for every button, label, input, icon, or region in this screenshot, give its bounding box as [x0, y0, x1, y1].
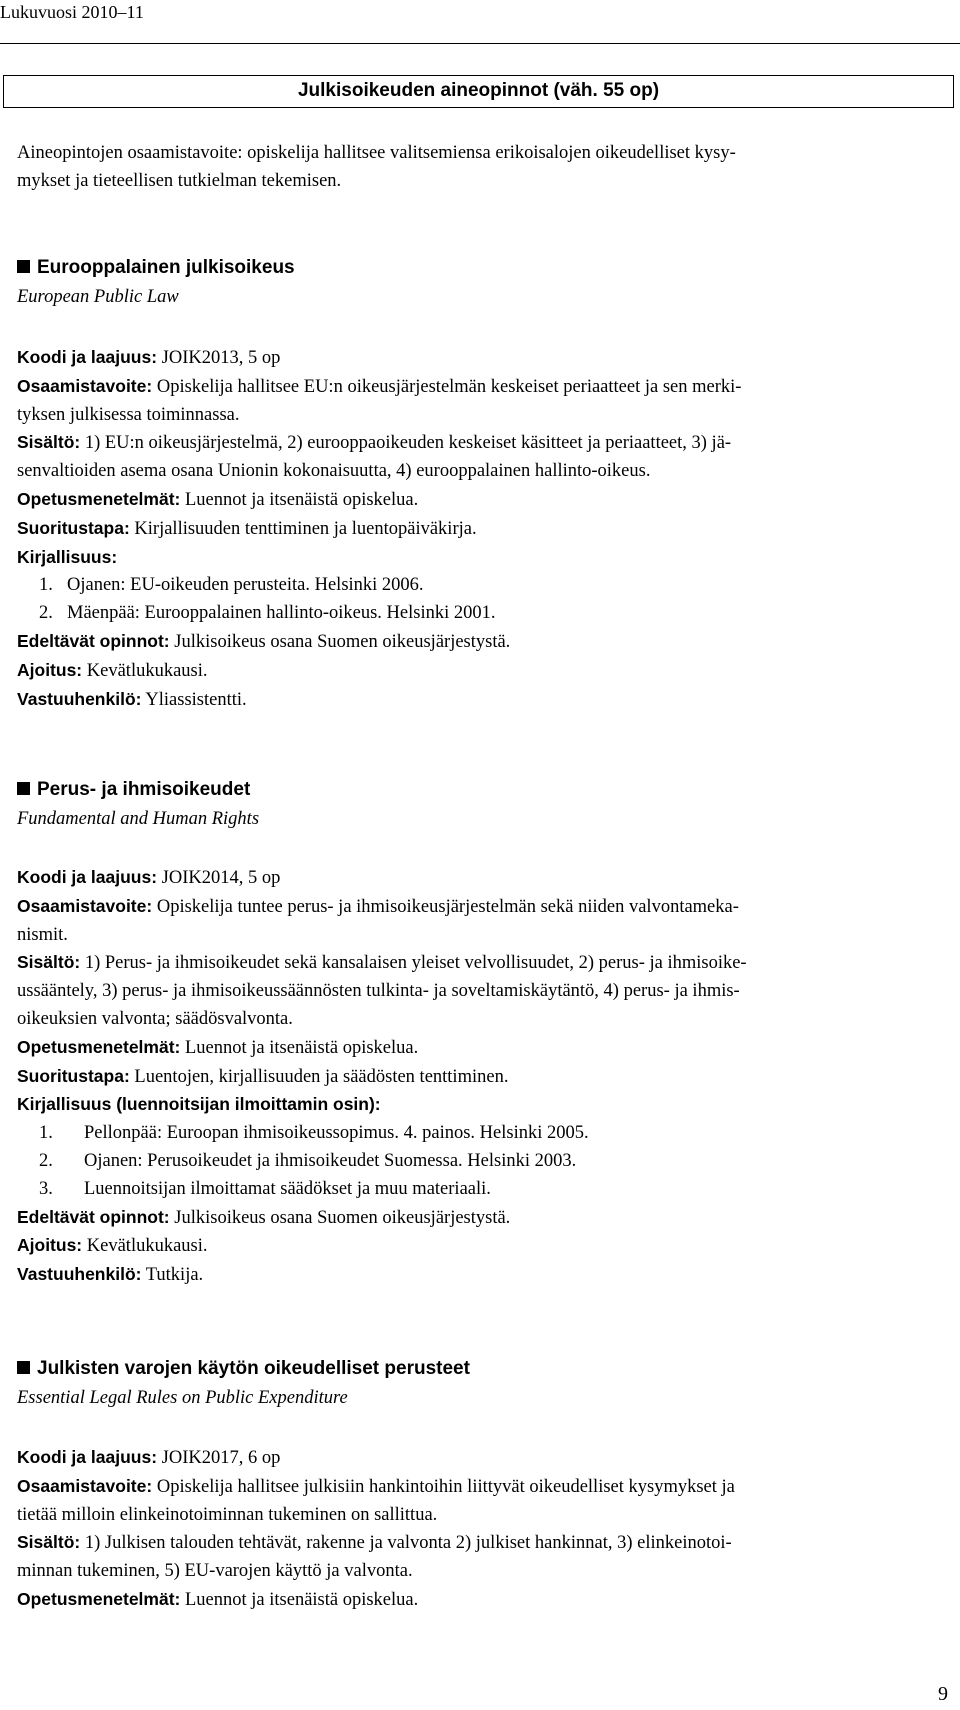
body-line [17, 544, 931, 573]
literature-item [17, 600, 931, 628]
field-text: Opiskelija hallitsee julkisiin hankintoihin liittyvät oikeudelliset kysymykset ja [152, 1476, 735, 1497]
section-title: Eurooppalainen julkisoikeus [17, 256, 295, 280]
body-line [17, 1473, 931, 1502]
section-subtitle: Fundamental and Human Rights [17, 809, 260, 829]
body-line [17, 402, 931, 430]
body-line [17, 1232, 931, 1261]
body-line [17, 373, 931, 402]
field-text: Luennot ja itsenäistä opiskelua. [180, 1037, 419, 1058]
field-label: Ajoitus: [17, 1235, 83, 1256]
field-text: tyksen julkisessa toiminnassa. [17, 404, 240, 425]
body-line [17, 1006, 931, 1034]
header-rule [0, 43, 960, 44]
body-line [17, 864, 931, 893]
field-label: Sisältö: [17, 952, 81, 973]
body-line [17, 1529, 931, 1558]
field-text: 1) EU:n oikeusjärjestelmä, 2) eurooppaoikeuden keskeiset käsitteet ja periaatteet, 3) jä- [80, 433, 732, 454]
field-text: Luentojen, kirjallisuuden ja säädösten tenttiminen. [129, 1066, 509, 1087]
field-text: Luennot ja itsenäistä opiskelua. [180, 1589, 419, 1610]
running-header: Lukuvuosi 2010–11 [0, 2, 144, 22]
field-text: Kevätlukukausi. [82, 660, 208, 681]
item-number: 2. [39, 1150, 53, 1171]
field-text: nismit. [17, 924, 68, 945]
field-text: Kevätlukukausi. [82, 1236, 208, 1257]
field-label: Osaamistavoite: [17, 1475, 153, 1496]
literature-item [17, 572, 931, 600]
field-label: Edeltävät opinnot: [17, 630, 170, 651]
item-text: Luennoitsijan ilmoittamat säädökset ja muu materiaali. [84, 1178, 491, 1199]
section-body [17, 1444, 931, 1615]
body-line [17, 978, 931, 1006]
body-line [17, 429, 931, 458]
field-label: Osaamistavoite: [17, 895, 153, 916]
field-text: 1) Julkisen talouden tehtävät, rakenne ja valvonta 2) julkiset hankinnat, 3) elinkeinotoi- [80, 1533, 732, 1554]
section-subtitle: Essential Legal Rules on Public Expenditure [17, 1388, 348, 1408]
intro-line: Aineopintojen osaamistavoite: opiskelija hallitsee valitsemiensa erikoisalojen oikeudelliset kysy- [17, 143, 736, 163]
body-line [17, 1444, 931, 1473]
item-number: 2. [39, 603, 53, 624]
field-label: Sisältö: [17, 432, 81, 453]
body-line [17, 344, 931, 373]
field-label: Vastuuhenkilö: [17, 688, 142, 709]
item-number: 1. [39, 575, 53, 596]
field-text: Yliassistentti. [141, 689, 247, 710]
body-line [17, 1034, 931, 1063]
field-label: Opetusmenetelmät: [17, 1588, 181, 1609]
page-title: Julkisoikeuden aineopinnot (väh. 55 op) [3, 75, 954, 108]
item-number: 3. [39, 1178, 53, 1199]
field-label: Koodi ja laajuus: [17, 347, 158, 367]
body-line [17, 686, 931, 715]
body-line [17, 657, 931, 686]
field-label: Kirjallisuus (luennoitsijan ilmoittamin osin): [17, 1094, 381, 1115]
body-line [17, 458, 931, 486]
field-label: Suoritustapa: [17, 517, 130, 538]
section-subtitle: European Public Law [17, 287, 179, 307]
square-bullet-icon [17, 260, 30, 273]
field-text: Kirjallisuuden tenttiminen ja luentopäiväkirja. [129, 518, 477, 539]
section-title: Julkisten varojen käytön oikeudelliset perusteet [17, 1357, 470, 1381]
body-line [17, 1558, 931, 1586]
field-label: Koodi ja laajuus: [17, 867, 158, 887]
item-text: Pellonpää: Euroopan ihmisoikeussopimus. 4. painos. Helsinki 2005. [84, 1123, 589, 1144]
item-text: Mäenpää: Eurooppalainen hallinto-oikeus. Helsinki 2001. [67, 603, 496, 624]
field-text: Tutkija. [141, 1265, 204, 1286]
body-line [17, 1063, 931, 1092]
body-line [17, 949, 931, 978]
field-label: Opetusmenetelmät: [17, 1036, 181, 1057]
item-text: Ojanen: EU-oikeuden perusteita. Helsinki 2006. [67, 575, 424, 596]
field-text: 1) Perus- ja ihmisoikeudet sekä kansalaisen yleiset velvollisuudet, 2) perus- ja ihmisoike- [80, 953, 747, 974]
intro-paragraph [17, 140, 927, 195]
field-label: Koodi ja laajuus: [17, 1447, 158, 1467]
field-text: minnan tukeminen, 5) EU-varojen käyttö ja valvonta. [17, 1561, 413, 1582]
field-text: JOIK2017, 6 op [157, 1448, 281, 1468]
body-line [17, 1204, 931, 1233]
body-line [17, 1586, 931, 1615]
body-line [17, 486, 931, 515]
square-bullet-icon [17, 1361, 30, 1374]
field-text: Julkisoikeus osana Suomen oikeusjärjestystä. [169, 1207, 511, 1228]
item-text: Ojanen: Perusoikeudet ja ihmisoikeudet Suomessa. Helsinki 2003. [84, 1150, 577, 1171]
field-label: Suoritustapa: [17, 1065, 130, 1086]
body-line [17, 893, 931, 922]
field-text: ussääntely, 3) perus- ja ihmisoikeussäännösten tulkinta- ja soveltamiskäytäntö, 4) perus- ja ihmis- [17, 981, 740, 1002]
field-label: Kirjallisuus: [17, 546, 118, 567]
field-text: Julkisoikeus osana Suomen oikeusjärjestystä. [169, 631, 511, 652]
literature-item [17, 1148, 931, 1176]
field-text: Opiskelija hallitsee EU:n oikeusjärjestelmän keskeiset periaatteet ja sen merki- [152, 376, 742, 397]
body-line [17, 628, 931, 657]
field-label: Osaamistavoite: [17, 375, 153, 396]
field-text: Opiskelija tuntee perus- ja ihmisoikeusjärjestelmän sekä niiden valvontameka- [152, 896, 739, 917]
field-text: Luennot ja itsenäistä opiskelua. [180, 489, 419, 510]
field-text: senvaltioiden asema osana Unionin kokonaisuutta, 4) eurooppalainen hallinto-oikeus. [17, 461, 651, 482]
field-text: JOIK2013, 5 op [157, 348, 281, 368]
field-label: Vastuuhenkilö: [17, 1264, 142, 1285]
section-body [17, 864, 931, 1290]
body-line [17, 515, 931, 544]
body-line [17, 1261, 931, 1290]
item-number: 1. [39, 1123, 53, 1144]
field-text: JOIK2014, 5 op [157, 868, 281, 888]
body-line [17, 1091, 931, 1120]
body-line [17, 1502, 931, 1530]
field-label: Sisältö: [17, 1532, 81, 1553]
literature-item [17, 1120, 931, 1148]
square-bullet-icon [17, 782, 30, 795]
field-label: Opetusmenetelmät: [17, 488, 181, 509]
body-line [17, 922, 931, 950]
section-title: Perus- ja ihmisoikeudet [17, 778, 250, 802]
literature-item [17, 1176, 931, 1204]
intro-line: mykset ja tieteellisen tutkielman tekemisen. [17, 170, 342, 191]
field-text: tietää milloin elinkeinotoiminnan tukeminen on sallittua. [17, 1504, 438, 1525]
field-label: Edeltävät opinnot: [17, 1206, 170, 1227]
field-text: oikeuksien valvonta; säädösvalvonta. [17, 1008, 293, 1029]
section-body [17, 344, 931, 714]
page-number: 9 [938, 1683, 948, 1705]
field-label: Ajoitus: [17, 659, 83, 680]
